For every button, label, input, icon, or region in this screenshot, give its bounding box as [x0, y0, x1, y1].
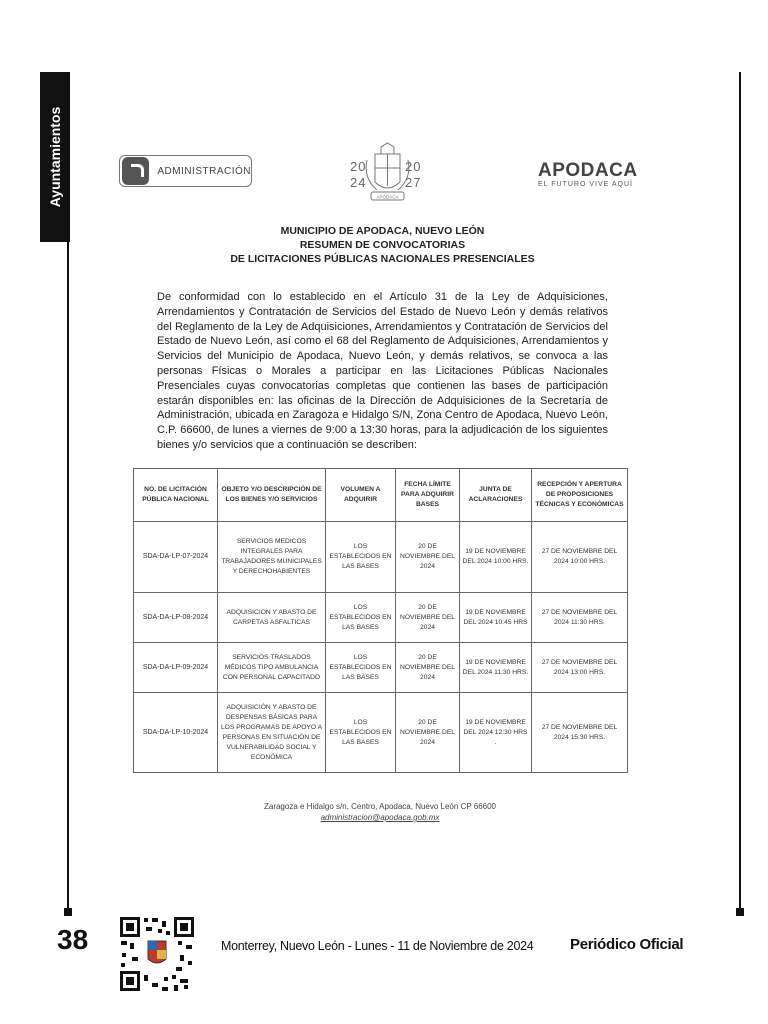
licitacion-volumen: LOS ESTABLECIDOS EN LAS BASES	[326, 643, 396, 693]
licitacion-number: SDA-DA-LP-08-2024	[134, 593, 218, 643]
municipal-seal	[345, 140, 430, 206]
licitacion-number: SDA-DA-LP-07-2024	[134, 522, 218, 593]
rule-end-marker	[64, 908, 72, 916]
publication-date-line: Monterrey, Nuevo León - Lunes - 11 de Noviembre de 2024	[221, 939, 534, 953]
administracion-mark-icon	[122, 157, 149, 185]
seal-year: 24	[350, 175, 367, 190]
column-header: VOLUMEN A ADQUIRIR	[326, 469, 396, 522]
footer-email-link[interactable]: administracion@apodaca.gob.mx	[320, 813, 440, 822]
table-row	[134, 593, 628, 643]
administracion-logo	[119, 155, 252, 187]
title-line: RESUMEN DE CONVOCATORIAS	[299, 239, 466, 251]
column-header: JUNTA DE ACLARACIONES	[460, 469, 532, 522]
apodaca-logo-name: APODACA	[538, 160, 638, 181]
seal-ribbon-text: APODACA	[376, 194, 399, 200]
licitacion-objeto: ADQUISICION Y ABASTO DE CARPETAS ASFALTICAS	[218, 593, 326, 643]
table-row	[134, 693, 628, 773]
title-line: MUNICIPIO DE APODACA, NUEVO LEÓN	[280, 225, 485, 237]
section-tab	[40, 72, 70, 242]
column-header: RECEPCIÓN Y APERTURA DE PROPOSICIONES TÉCNICAS Y ECONÓMICAS	[532, 469, 628, 522]
section-tab-label: Ayuntamientos	[47, 106, 63, 208]
licitacion-fecha: 20 DE NOVIEMBRE DEL 2024	[396, 522, 460, 593]
table-header-row	[134, 469, 628, 522]
licitacion-recepcion: 27 DE NOVIEMBRE DEL 2024 11:30 HRS.	[532, 593, 628, 643]
convocatoria-body-text: De conformidad con lo establecido en el Artículo 31 de la Ley de Adquisiciones, Arrendamientos y Contratación de Servicios del Estado de Nuevo León y demás relativos del Reglamento de la Ley de Adquisiciones, Arrendamientos y Contratación de Servicios del Estado de Nuevo León, así como el 68 del Reglamento de Adquisiciones, Arrendamientos y Servicios del Municipio de Apodaca, Nuevo León, y demás relativos, se convoca a las personas Físicas o Morales a participar en las Licitaciones Públicas Nacionales Presenciales cuyas convocatorias completas que contienen las bases de participación estarán disponibles en: las oficinas de la Dirección de Adquisiciones de la Secretaría de Administración, ubicada en Zaragoza e Hidalgo S/N, Zona Centro de Apodaca, Nuevo León, C.P. 66600, de lunes a viernes de 9:00 a 13:30 horas, para la adjudicación de los siguientes bienes y/o servicios que a continuación se describen:	[157, 291, 608, 451]
licitacion-recepcion: 27 DE NOVIEMBRE DEL 2024 15:30 HRS.	[532, 693, 628, 773]
licitacion-volumen: LOS ESTABLECIDOS EN LAS BASES	[326, 522, 396, 593]
column-header: NO. DE LICITACIÓN PÚBLICA NACIONAL	[134, 469, 218, 522]
page-number: 38	[57, 924, 89, 955]
title-line: DE LICITACIONES PÚBLICAS NACIONALES PRESENCIALES	[230, 253, 535, 265]
licitacion-number: SDA-DA-LP-09-2024	[134, 643, 218, 693]
document-titles	[150, 224, 615, 266]
licitacion-recepcion: 27 DE NOVIEMBRE DEL 2024 10:00 HRS.	[532, 522, 628, 593]
apodaca-slogan: EL FUTURO VIVE AQUÍ	[538, 181, 633, 188]
right-rule	[739, 72, 741, 910]
licitacion-fecha: 20 DE NOVIEMBRE DEL 2024	[396, 693, 460, 773]
seal-year: 27	[405, 175, 422, 190]
licitacion-objeto: SERVICIOS MEDICOS INTEGRALES PARA TRABAJADORES MUNICIPALES Y DERECHOHABIENTES	[218, 522, 326, 593]
footer-address: Zaragoza e Hidalgo s/n, Centro, Apodaca, Nuevo León CP 66600	[263, 802, 496, 811]
seal-year: 20	[350, 159, 367, 174]
licitacion-objeto: SERVICIOS TRASLADOS MÉDICOS TIPO AMBULANCIA CON PERSONAL CAPACITADO	[218, 643, 326, 693]
rule-end-marker	[736, 908, 744, 916]
table-row	[134, 522, 628, 593]
licitacion-volumen: LOS ESTABLECIDOS EN LAS BASES	[326, 593, 396, 643]
licitacion-fecha: 20 DE NOVIEMBRE DEL 2024	[396, 643, 460, 693]
publication-name: Periódico Oficial	[570, 936, 684, 953]
licitacion-volumen: LOS ESTABLECIDOS EN LAS BASES	[326, 693, 396, 773]
administracion-logo-text: ADMINISTRACIÓN	[157, 165, 251, 177]
licitacion-recepcion: 27 DE NOVIEMBRE DEL 2024 13:00 HRS.	[532, 643, 628, 693]
seal-year: 20	[405, 159, 422, 174]
licitacion-fecha: 20 DE NOVIEMBRE DEL 2024	[396, 593, 460, 643]
footer-address-block	[230, 801, 530, 823]
licitacion-objeto: ADQUISICIÓN Y ABASTO DE DESPENSAS BÁSICAS PARA LOS PROGRAMAS DE APOYO A PERSONAS EN SITUACIÓN DE VULNERABILIDAD SOCIAL Y ECONÓMICA	[218, 693, 326, 773]
licitacion-junta: 19 DE NOVIEMBRE DEL 2024 10:00 HRS.	[460, 522, 532, 593]
apodaca-logo	[538, 161, 638, 188]
left-rule	[67, 242, 69, 910]
licitacion-junta: 19 DE NOVIEMBRE DEL 2024 11:30 HRS.	[460, 643, 532, 693]
qr-code-icon[interactable]	[118, 915, 196, 993]
licitaciones-table	[133, 468, 628, 773]
column-header: OBJETO Y/O DESCRIPCIÓN DE LOS BIENES Y/O SERVICIOS	[218, 469, 326, 522]
table-row	[134, 643, 628, 693]
licitacion-junta: 19 DE NOVIEMBRE DEL 2024 12:30 HRS .	[460, 693, 532, 773]
coat-of-arms-icon	[345, 140, 430, 206]
licitacion-number: SDA-DA-LP-10-2024	[134, 693, 218, 773]
column-header: FECHA LÍMITE PARA ADQUIRIR BASES	[396, 469, 460, 522]
licitacion-junta: 19 DE NOVIEMBRE DEL 2024 10:45 HRS	[460, 593, 532, 643]
